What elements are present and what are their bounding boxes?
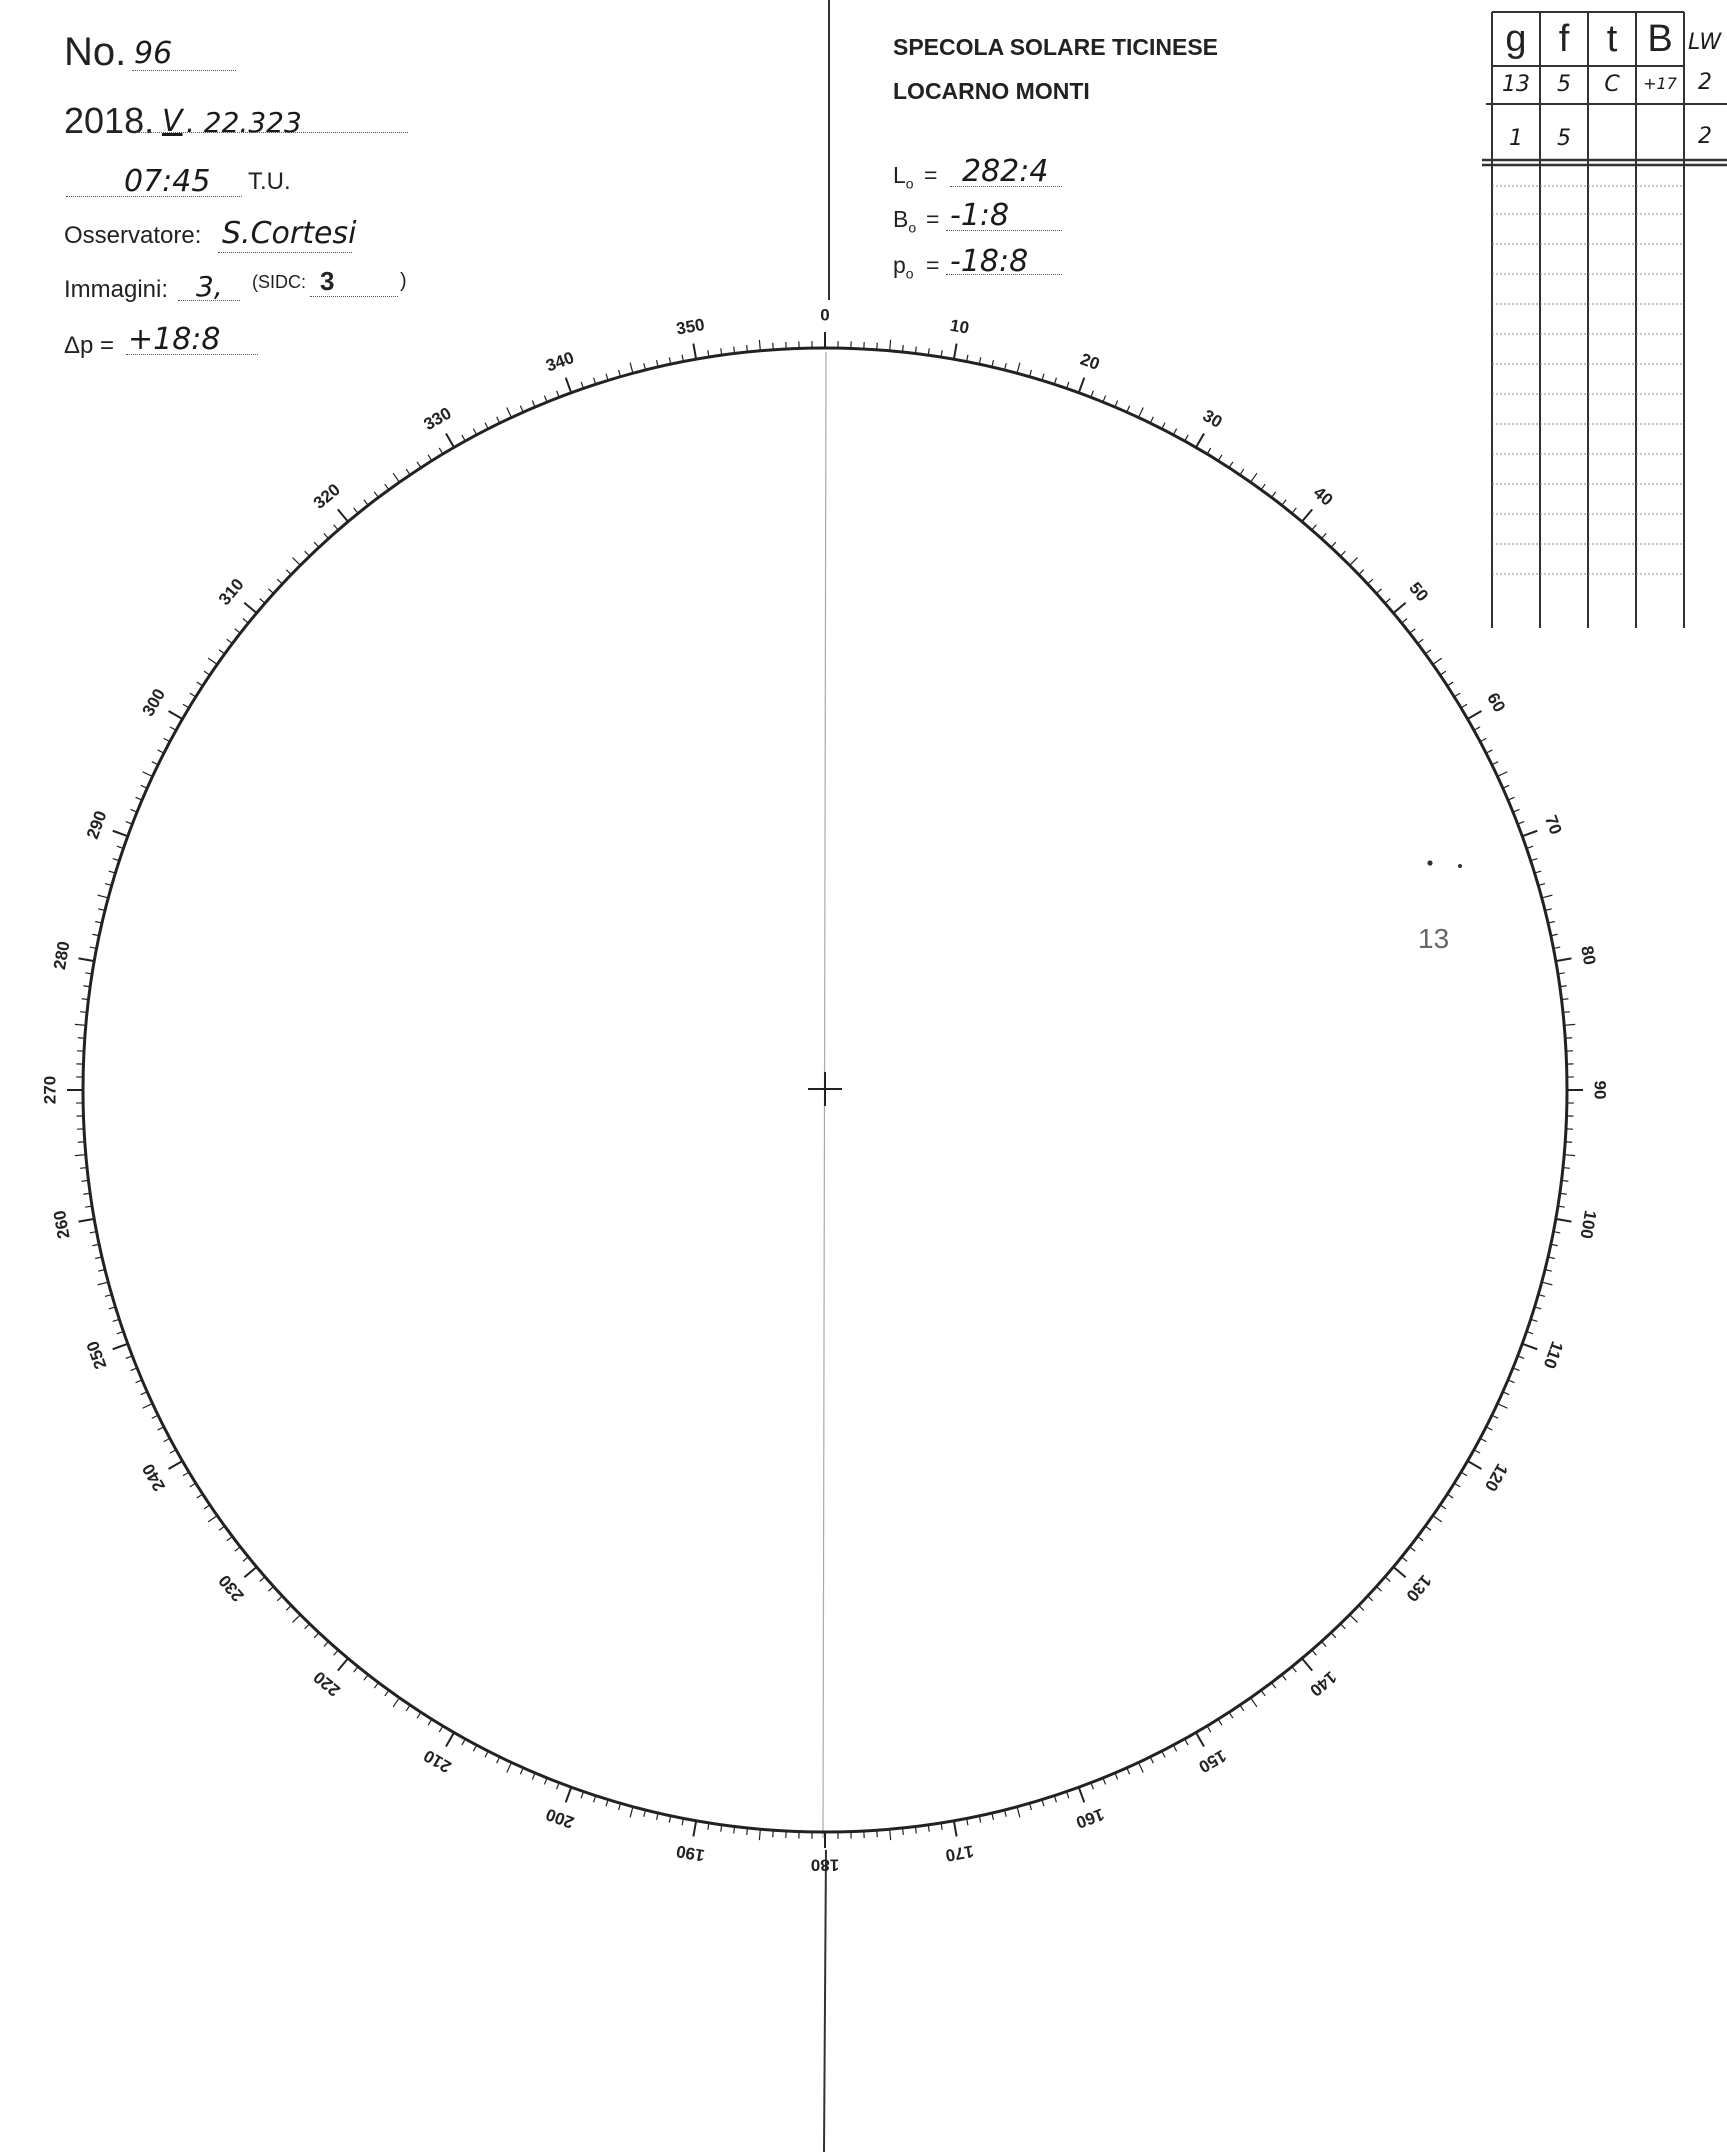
- scale-tick: [393, 473, 399, 482]
- scale-tick: [1393, 1567, 1405, 1577]
- scale-tick: [485, 1751, 488, 1757]
- scale-tick: [158, 750, 164, 753]
- scale-tick: [417, 462, 421, 468]
- scale-tick: [1359, 1605, 1364, 1610]
- po-equals: =: [926, 252, 940, 278]
- scale-tick: [158, 1427, 164, 1430]
- scale-label: 70: [1541, 812, 1566, 838]
- scale-tick: [1312, 525, 1317, 530]
- scale-tick: [243, 1557, 248, 1561]
- scale-label: 190: [674, 1841, 707, 1866]
- scale-tick: [1440, 1505, 1446, 1509]
- scale-tick: [354, 1667, 358, 1672]
- scale-tick: [113, 1344, 128, 1349]
- scale-tick: [82, 1180, 89, 1181]
- table-header-b: B: [1647, 18, 1673, 60]
- scale-tick: [1150, 417, 1153, 423]
- scale-tick: [1542, 1282, 1553, 1285]
- bo-equals: =: [926, 206, 940, 232]
- scale-tick: [152, 762, 158, 765]
- table-cell-g: 13: [1502, 72, 1530, 97]
- scale-tick: [485, 423, 488, 429]
- scale-tick: [1292, 508, 1296, 513]
- scale-label: 120: [1480, 1460, 1512, 1495]
- scale-tick: [693, 344, 696, 360]
- scale-tick: [1522, 1344, 1537, 1349]
- scale-tick: [747, 1828, 748, 1835]
- scale-tick: [1350, 558, 1358, 566]
- scale-tick: [1218, 455, 1222, 461]
- scale-tick: [406, 469, 410, 475]
- scale-tick: [260, 1577, 265, 1582]
- scale-label: 270: [40, 1075, 60, 1105]
- scale-tick: [1492, 762, 1498, 765]
- scale-label: 110: [1539, 1338, 1567, 1372]
- scale-tick: [1173, 429, 1176, 435]
- scale-tick: [439, 448, 443, 454]
- scale-tick: [293, 1615, 301, 1623]
- scale-tick: [334, 1650, 339, 1655]
- scale-tick: [1385, 599, 1390, 604]
- scale-label: 260: [49, 1208, 74, 1241]
- scale-tick: [1447, 1494, 1453, 1498]
- scale-tick: [143, 1404, 153, 1409]
- date-year: 2018.: [64, 100, 155, 141]
- table-header-g: g: [1505, 18, 1527, 60]
- scale-label: 220: [309, 1667, 344, 1701]
- scale-tick: [1393, 603, 1405, 613]
- scale-tick: [497, 1757, 500, 1763]
- scale-tick: [80, 1012, 87, 1013]
- bo-value: -1:8: [950, 198, 1010, 233]
- scale-tick: [1321, 533, 1326, 538]
- scale-label: 350: [674, 314, 707, 339]
- scale-tick: [1218, 1719, 1222, 1725]
- scale-tick: [1402, 1557, 1407, 1561]
- scale-tick: [204, 671, 210, 675]
- scale-tick: [630, 1807, 633, 1818]
- table-cell-t: C: [1604, 72, 1620, 97]
- lo-value: 282:4: [962, 154, 1049, 189]
- scale-tick: [1542, 895, 1553, 898]
- scale-tick: [462, 1739, 465, 1745]
- observer-value: S.Cortesi: [222, 216, 357, 251]
- scale-tick: [1454, 693, 1460, 697]
- scale-label: 200: [543, 1804, 577, 1833]
- scale-tick: [113, 831, 128, 836]
- scale-tick: [1410, 629, 1416, 633]
- scale-tick: [1433, 658, 1442, 664]
- scale-tick: [903, 1828, 904, 1835]
- scale-label: 100: [1576, 1208, 1601, 1241]
- scale-tick: [385, 1690, 389, 1696]
- scale-tick: [1162, 1751, 1165, 1757]
- scale-tick: [1251, 1698, 1257, 1707]
- sunspot: [1458, 864, 1462, 868]
- scale-tick: [334, 525, 339, 530]
- scale-tick: [1207, 448, 1211, 454]
- scale-tick: [208, 658, 217, 664]
- scale-tick: [324, 533, 329, 538]
- scale-tick: [1261, 1690, 1265, 1696]
- scale-tick: [1461, 1472, 1467, 1476]
- scale-tick: [903, 345, 904, 352]
- scale-tick: [1376, 1586, 1381, 1591]
- scale-tick: [1468, 711, 1482, 719]
- scale-tick: [1474, 727, 1480, 730]
- scale-tick: [235, 629, 241, 633]
- scale-tick: [1302, 1658, 1312, 1670]
- scale-tick: [1312, 1650, 1317, 1655]
- scale-label: 250: [82, 1338, 111, 1372]
- scale-tick: [1302, 509, 1312, 521]
- table-cell-g: 1: [1509, 126, 1523, 151]
- scale-tick: [268, 1586, 273, 1591]
- scale-tick: [1368, 579, 1373, 584]
- scale-tick: [1251, 473, 1257, 482]
- scale-tick: [1017, 363, 1020, 374]
- scale-tick: [190, 693, 196, 697]
- scale-tick: [566, 1787, 571, 1802]
- scale-tick: [428, 455, 432, 461]
- scale-tick: [293, 558, 301, 566]
- scale-tick: [497, 417, 500, 423]
- scale-tick: [446, 1733, 454, 1747]
- scale-tick: [1017, 1807, 1020, 1818]
- scale-tick: [152, 1415, 158, 1418]
- time-unit: T.U.: [248, 168, 291, 195]
- scale-tick: [227, 639, 233, 643]
- scale-tick: [630, 363, 633, 374]
- scale-tick: [1340, 551, 1345, 556]
- scale-tick: [439, 1726, 443, 1732]
- sidc-label: (SIDC:: [252, 272, 306, 292]
- scale-label: 130: [1402, 1571, 1436, 1606]
- scale-label: 90: [1590, 1080, 1610, 1100]
- scale-tick: [244, 1567, 256, 1577]
- scale-tick: [75, 1155, 86, 1156]
- scale-label: 140: [1306, 1667, 1341, 1701]
- scale-tick: [314, 542, 319, 547]
- scale-tick: [1474, 1450, 1480, 1453]
- table-cell-f: 5: [1557, 126, 1571, 151]
- po-value: -18:8: [950, 244, 1029, 279]
- scale-tick: [406, 1705, 410, 1711]
- scale-label: 280: [49, 939, 74, 972]
- scale-tick: [364, 500, 368, 506]
- scale-tick: [197, 682, 203, 686]
- scale-tick: [1272, 1683, 1276, 1689]
- scale-tick: [1162, 423, 1165, 429]
- scale-label: 30: [1199, 405, 1226, 432]
- scale-tick: [566, 378, 571, 393]
- scale-label: 60: [1483, 689, 1510, 716]
- scale-tick: [1196, 434, 1204, 448]
- scale-tick: [1229, 462, 1233, 468]
- scale-tick: [169, 711, 183, 719]
- scale-tick: [462, 435, 465, 441]
- center-cross: [808, 1072, 842, 1106]
- scale-tick: [759, 1829, 760, 1840]
- scale-tick: [204, 1505, 210, 1509]
- images-label: Immagini:: [64, 276, 169, 303]
- scale-tick: [734, 347, 735, 354]
- scale-tick: [1480, 738, 1486, 741]
- scale-tick: [1240, 1705, 1244, 1711]
- scale-label: 310: [214, 574, 248, 609]
- scale-tick: [80, 1168, 87, 1169]
- scale-tick: [954, 344, 957, 360]
- time-value: 07:45: [124, 164, 211, 199]
- scale-tick: [277, 1596, 282, 1601]
- scale-label: 240: [138, 1460, 170, 1495]
- scale-label: 10: [948, 315, 971, 338]
- scale-tick: [1561, 999, 1568, 1000]
- scale-tick: [1454, 1483, 1460, 1487]
- scale-tick: [446, 434, 454, 448]
- scale-tick: [324, 1641, 329, 1646]
- table-header-lw: LW: [1688, 30, 1722, 55]
- scale-tick: [79, 1219, 95, 1222]
- scale-tick: [364, 1675, 368, 1681]
- scale-label: 0: [820, 305, 830, 325]
- scale-tick: [1261, 484, 1265, 490]
- scale-label: 40: [1309, 482, 1337, 510]
- scale-tick: [164, 1438, 170, 1441]
- scale-tick: [314, 1633, 319, 1638]
- table-cell-b: +17: [1643, 74, 1677, 93]
- scale-tick: [1385, 1577, 1390, 1582]
- scale-tick: [235, 1547, 241, 1551]
- number-label: No.: [64, 30, 127, 74]
- scale-label: 180: [810, 1855, 840, 1875]
- scale-tick: [473, 429, 476, 435]
- scale-tick: [1486, 750, 1492, 753]
- scale-tick: [1556, 1219, 1572, 1222]
- table-cell-lw: 2: [1698, 124, 1712, 149]
- scale-tick: [1079, 378, 1084, 393]
- scale-tick: [286, 570, 291, 575]
- scale-tick: [1368, 1596, 1373, 1601]
- scale-tick: [915, 1826, 916, 1833]
- scale-tick: [1425, 650, 1431, 654]
- scale-tick: [183, 1472, 189, 1476]
- scale-tick: [1150, 1757, 1153, 1763]
- scale-tick: [75, 1024, 86, 1025]
- scale-tick: [759, 340, 760, 351]
- scale-tick: [208, 1516, 217, 1522]
- scale-tick: [507, 408, 512, 418]
- scale-tick: [338, 509, 348, 521]
- scale-tick: [164, 738, 170, 741]
- scale-label: 330: [420, 403, 455, 435]
- lo-label: $L_o$: [893, 162, 914, 192]
- scale-tick: [1240, 469, 1244, 475]
- scale-label: 170: [943, 1841, 976, 1866]
- scale-tick: [1447, 682, 1453, 686]
- bottom-meridian-line: [824, 1850, 826, 2152]
- scale-tick: [1564, 1024, 1575, 1025]
- scale-tick: [1418, 639, 1424, 643]
- scale-tick: [954, 1821, 957, 1837]
- scale-tick: [183, 704, 189, 708]
- scale-label: 230: [214, 1571, 248, 1606]
- scale-tick: [170, 727, 176, 730]
- scale-tick: [244, 603, 256, 613]
- scale-tick: [890, 1829, 891, 1840]
- scale-tick: [1480, 1438, 1486, 1441]
- bo-label: $B_o$: [893, 206, 917, 236]
- scale-tick: [1229, 1712, 1233, 1718]
- lo-equals: =: [924, 162, 938, 188]
- scale-tick: [98, 1282, 109, 1285]
- scale-tick: [169, 1461, 183, 1469]
- number-value: 96: [134, 36, 173, 71]
- scale-tick: [1418, 1537, 1424, 1541]
- scale-tick: [1492, 1415, 1498, 1418]
- scale-tick: [1461, 704, 1467, 708]
- scale-tick: [385, 484, 389, 490]
- scale-tick: [277, 579, 282, 584]
- scale-tick: [1282, 1675, 1286, 1681]
- scale-tick: [98, 895, 109, 898]
- scale-tick: [170, 1450, 176, 1453]
- scale-tick: [286, 1605, 291, 1610]
- table-header-t: t: [1606, 18, 1618, 60]
- scale-tick: [693, 1821, 696, 1837]
- scale-tick: [1522, 831, 1537, 836]
- scale-label: 160: [1073, 1804, 1107, 1833]
- date-month: V: [162, 104, 183, 139]
- scale-label: 150: [1195, 1745, 1230, 1777]
- scale-tick: [374, 1683, 378, 1689]
- scale-tick: [374, 492, 378, 498]
- scale-tick: [1561, 1180, 1568, 1181]
- scale-tick: [1556, 958, 1572, 961]
- scale-tick: [1425, 1526, 1431, 1530]
- scale-tick: [1563, 1012, 1570, 1013]
- scale-tick: [1497, 1404, 1507, 1409]
- table-cell-lw: 2: [1698, 70, 1712, 95]
- delta-p-value: +18:8: [128, 322, 221, 357]
- scale-tick: [227, 1537, 233, 1541]
- scale-tick: [1497, 772, 1507, 777]
- delta-p-label: Δp =: [64, 332, 115, 359]
- scale-tick: [1139, 408, 1144, 418]
- scale-tick: [219, 1526, 225, 1530]
- date-day: . 22.323: [186, 106, 302, 139]
- scale-tick: [1331, 542, 1336, 547]
- table-cell-f: 5: [1557, 72, 1571, 97]
- scale-tick: [1402, 619, 1407, 623]
- scale-tick: [734, 1826, 735, 1833]
- scale-tick: [243, 619, 248, 623]
- scale-tick: [79, 958, 95, 961]
- scale-tick: [268, 589, 273, 594]
- scale-tick: [428, 1719, 432, 1725]
- scale-tick: [1321, 1641, 1326, 1646]
- scale-tick: [1185, 435, 1188, 441]
- observatory-location: LOCARNO MONTI: [893, 78, 1090, 104]
- scale-label: 320: [309, 479, 344, 513]
- scale-tick: [507, 1762, 512, 1772]
- images-value: 3,: [196, 270, 223, 303]
- scale-tick: [305, 1624, 310, 1629]
- scale-tick: [1196, 1733, 1204, 1747]
- scale-tick: [1340, 1624, 1345, 1629]
- scale-tick: [393, 1698, 399, 1707]
- scale-tick: [1440, 671, 1446, 675]
- scale-tick: [305, 551, 310, 556]
- scale-tick: [1486, 1427, 1492, 1430]
- scale-tick: [338, 1658, 348, 1670]
- scale-tick: [1410, 1547, 1416, 1551]
- scale-tick: [1139, 1762, 1144, 1772]
- scale-tick: [1282, 500, 1286, 506]
- scale-label: 210: [420, 1745, 455, 1777]
- scale-tick: [1468, 1461, 1482, 1469]
- sidc-close: ): [400, 270, 407, 292]
- scale-tick: [890, 340, 891, 351]
- scale-tick: [1433, 1516, 1442, 1522]
- scale-tick: [915, 347, 916, 354]
- scale-tick: [473, 1745, 476, 1751]
- scale-tick: [1350, 1615, 1358, 1623]
- scale-label: 300: [138, 685, 170, 720]
- scale-tick: [1207, 1726, 1211, 1732]
- sunspot: [1427, 860, 1432, 865]
- scale-tick: [1173, 1745, 1176, 1751]
- scale-tick: [1563, 1168, 1570, 1169]
- scale-label: 50: [1405, 578, 1433, 606]
- sunspot-group: [1427, 860, 1462, 868]
- scale-tick: [190, 1483, 196, 1487]
- scale-tick: [417, 1712, 421, 1718]
- scale-label: 290: [82, 808, 111, 842]
- scale-label: 20: [1077, 349, 1103, 374]
- scale-tick: [1564, 1155, 1575, 1156]
- scale-tick: [197, 1494, 203, 1498]
- scale-tick: [1331, 1633, 1336, 1638]
- group-number-label: 13: [1418, 923, 1450, 954]
- scale-label: 340: [543, 347, 577, 376]
- scale-tick: [260, 599, 265, 604]
- scale-tick: [354, 508, 358, 513]
- scale-tick: [1359, 570, 1364, 575]
- scale-tick: [1292, 1667, 1296, 1672]
- scale-tick: [82, 999, 89, 1000]
- scale-tick: [1185, 1739, 1188, 1745]
- scale-tick: [747, 345, 748, 352]
- observer-label: Osservatore:: [64, 222, 202, 249]
- po-label: $p_o$: [893, 252, 914, 282]
- scale-tick: [1079, 1787, 1084, 1802]
- scale-label: 80: [1577, 944, 1600, 967]
- scale-tick: [143, 772, 153, 777]
- sidc-value: 3: [320, 266, 335, 296]
- scale-tick: [219, 650, 225, 654]
- observatory-name: SPECOLA SOLARE TICINESE: [893, 34, 1219, 60]
- scale-tick: [1376, 589, 1381, 594]
- table-header-f: f: [1558, 18, 1570, 60]
- scale-tick: [1272, 492, 1276, 498]
